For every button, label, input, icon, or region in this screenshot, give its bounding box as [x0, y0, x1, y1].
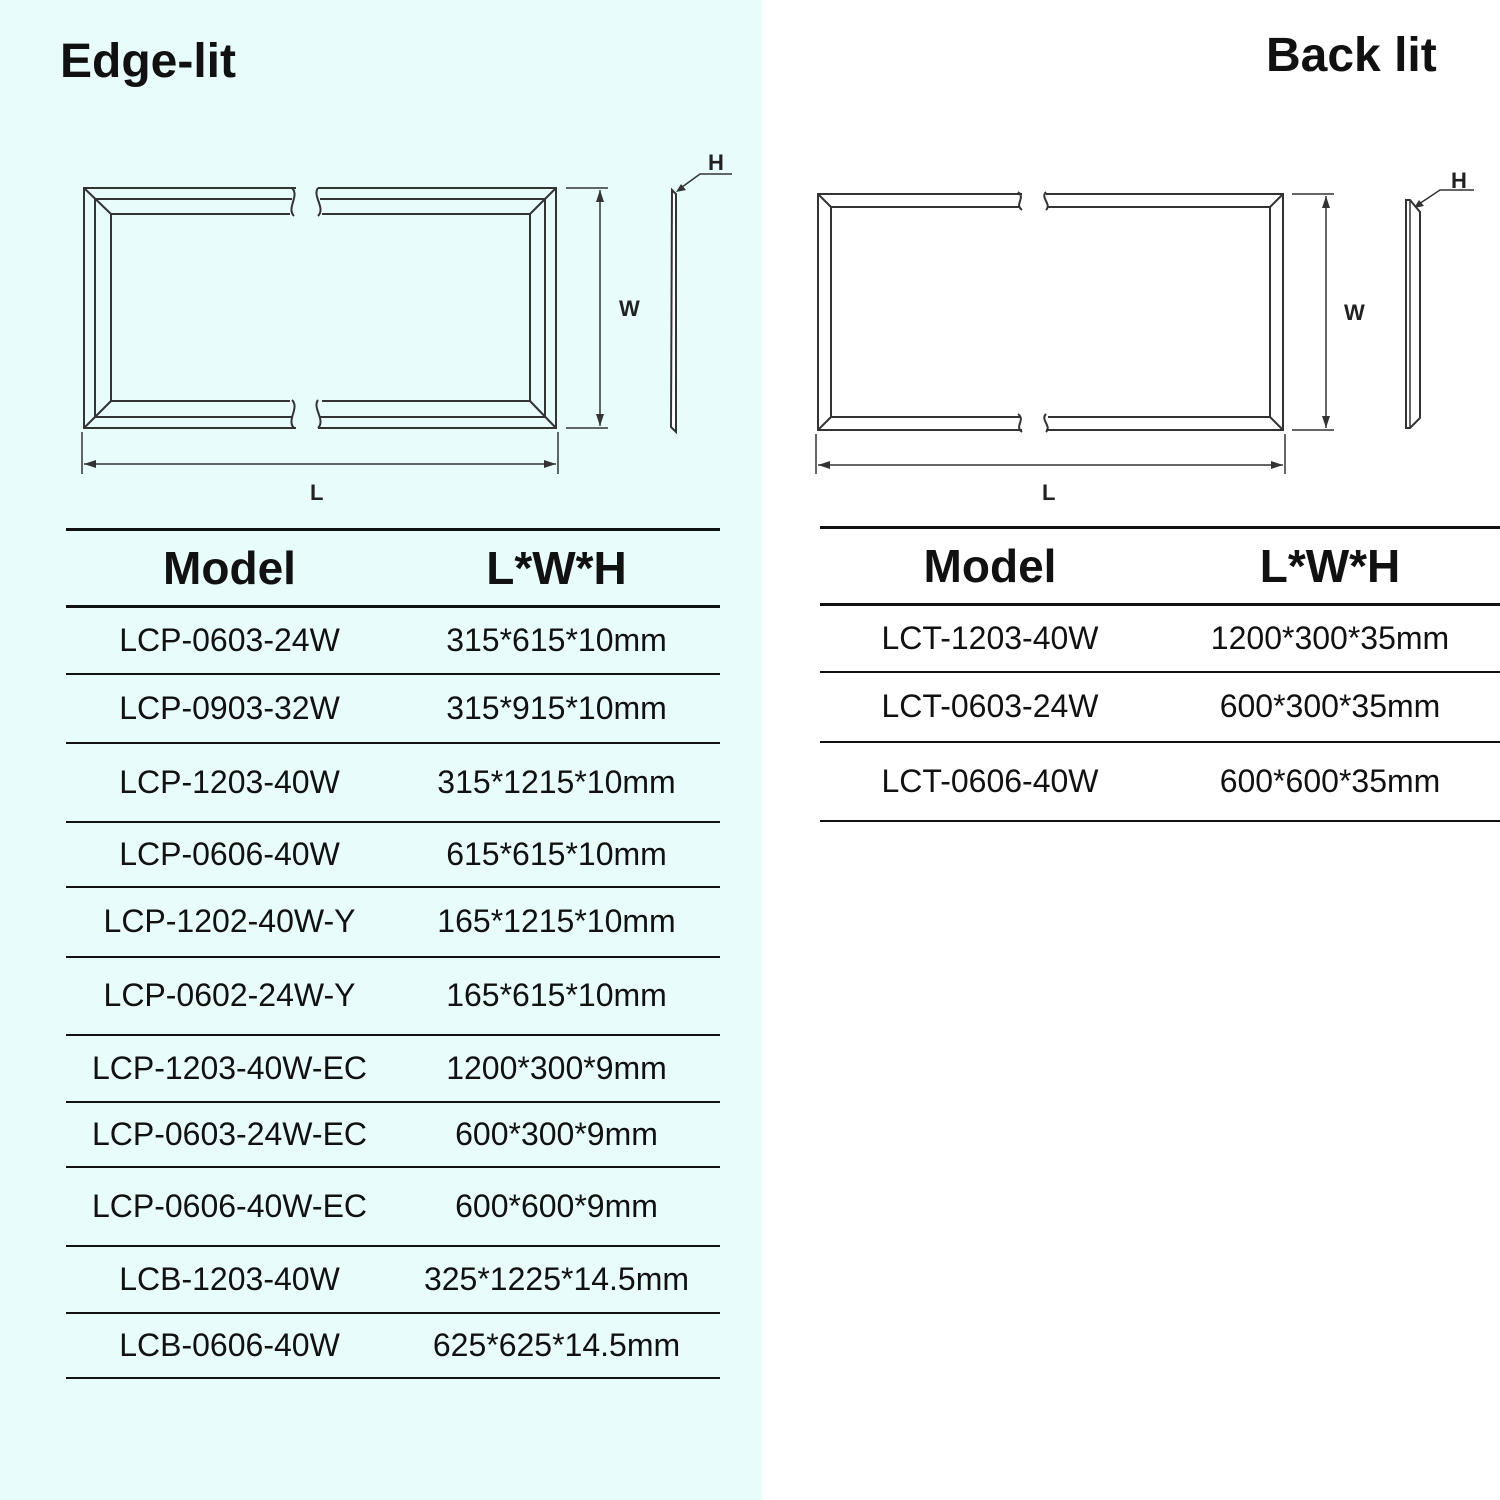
edge-lit-length-label: L [310, 480, 324, 505]
model-cell: LCP-0606-40W-EC [91, 1187, 368, 1224]
table-row [66, 1167, 720, 1246]
dimensions-cell: 1200*300*9mm [446, 1049, 667, 1086]
table-row [66, 822, 720, 887]
dimensions-cell: 315*915*10mm [446, 689, 667, 726]
dimensions-cell: 600*600*35mm [1219, 762, 1441, 799]
table-row [66, 1313, 720, 1378]
model-cell: LCT-1203-40W [881, 619, 1099, 656]
model-cell: LCB-0606-40W [119, 1326, 340, 1363]
table-row [66, 1246, 720, 1313]
model-cell: LCP-0606-40W [119, 835, 340, 872]
model-cell: LCT-0603-24W [881, 688, 1099, 724]
dimensions-cell: 165*615*10mm [446, 977, 667, 1013]
dimensions-cell: 165*1215*10mm [437, 903, 676, 939]
back-lit-spec-table [820, 526, 1500, 822]
table-header-row [66, 530, 720, 607]
model-cell: LCP-0603-24W [119, 621, 340, 658]
edge-lit-height-label: H [708, 150, 724, 175]
dimensions-column-header: L*W*H [486, 542, 627, 594]
edge-lit-panel-drawing [0, 0, 762, 520]
table-row [66, 887, 720, 957]
edge-lit-title: Edge-lit [60, 35, 236, 88]
table-row [66, 743, 720, 822]
back-lit-panel-drawing [762, 0, 1500, 520]
model-cell: LCP-0602-24W-Y [103, 977, 356, 1013]
back-lit-length-label: L [1042, 480, 1056, 505]
model-cell: LCT-0606-40W [881, 762, 1099, 799]
back-lit-title: Back lit [1266, 29, 1437, 82]
dimensions-cell: 600*600*9mm [455, 1187, 658, 1224]
model-column-header: Model [923, 540, 1057, 592]
table-row [66, 1035, 720, 1102]
table-row [820, 742, 1500, 821]
dimensions-cell: 615*615*10mm [446, 835, 667, 872]
model-cell: LCP-1203-40W-EC [91, 1049, 368, 1086]
back-lit-width-label: W [1344, 300, 1365, 325]
model-cell: LCP-1202-40W-Y [103, 903, 356, 939]
dimensions-cell: 325*1225*14.5mm [423, 1260, 690, 1297]
model-cell: LCP-1203-40W [119, 763, 340, 800]
edge-lit-spec-table [66, 528, 720, 1379]
dimensions-cell: 600*300*35mm [1219, 688, 1441, 724]
table-row [820, 672, 1500, 742]
table-row [66, 674, 720, 743]
edge-lit-width-label: W [619, 296, 640, 321]
dimensions-cell: 600*300*9mm [455, 1115, 658, 1152]
dimensions-cell: 315*615*10mm [446, 621, 667, 658]
dimensions-cell: 315*1215*10mm [437, 763, 676, 800]
table-row [66, 957, 720, 1035]
model-column-header: Model [163, 542, 296, 594]
table-header-row [820, 528, 1500, 605]
table-row [820, 605, 1500, 672]
dimensions-cell: 625*625*14.5mm [432, 1326, 681, 1363]
model-cell: LCP-0603-24W-EC [91, 1115, 368, 1152]
back-lit-height-label: H [1451, 168, 1467, 193]
table-row [66, 607, 720, 674]
model-cell: LCB-1203-40W [119, 1260, 340, 1297]
dimensions-column-header: L*W*H [1259, 540, 1401, 592]
model-cell: LCP-0903-32W [119, 689, 340, 726]
dimensions-cell: 1200*300*35mm [1210, 619, 1450, 656]
table-row [66, 1102, 720, 1167]
